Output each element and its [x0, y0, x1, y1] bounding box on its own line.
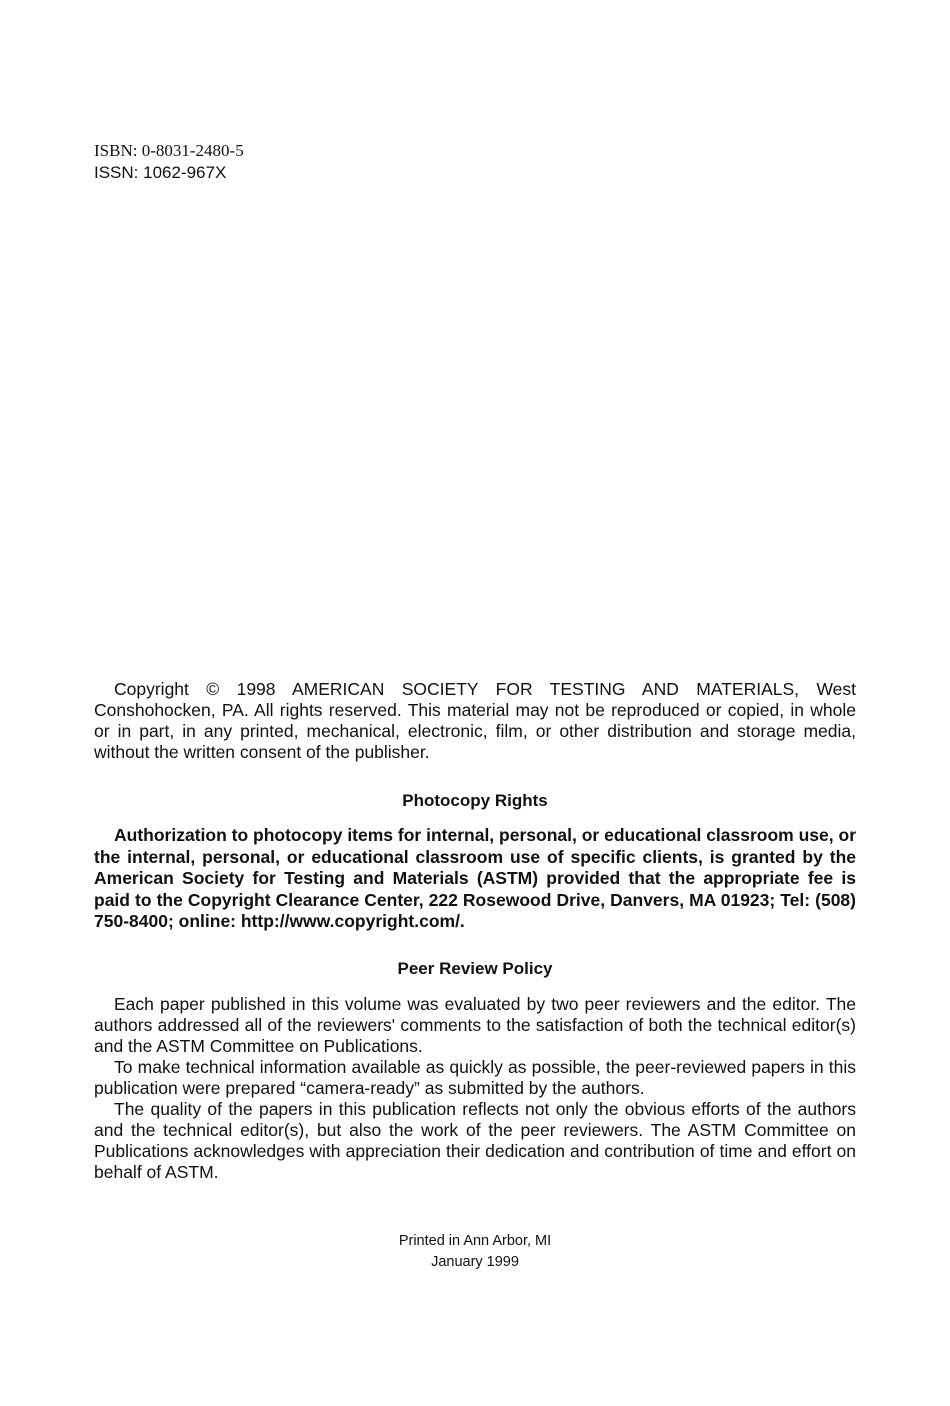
peer-review-paragraph: The quality of the papers in this publication reflects not only the obvious efforts of the authors and the technical editor(s), but also the work of the peer reviewers. The ASTM Committee on Publications acknowledges with appreciation their dedication and contribution of time and effort on behalf of ASTM. — [94, 1099, 856, 1182]
peer-review-paragraph: Each paper published in this volume was evaluated by two peer reviewers and the editor. The authors addressed all of the reviewers' comments to the satisfaction of both the technical editor(s) and the ASTM Committee on Publications. — [94, 994, 856, 1056]
peer-review-section — [94, 994, 856, 1183]
printed-date: January 1999 — [431, 1254, 519, 1270]
isbn-line: ISBN: 0-8031-2480-5 — [94, 141, 244, 160]
printed-location: Printed in Ann Arbor, MI — [398, 1233, 552, 1249]
copyright-notice: Copyright © 1998 AMERICAN SOCIETY FOR TESTING AND MATERIALS, West Conshohocken, PA. All rights reserved. This material may not be reproduced or copied, in whole or in part, in any printed, mechanical, electronic, film, or other distribution and storage media, without the written consent of the publisher. — [94, 679, 856, 762]
peer-review-heading: Peer Review Policy — [397, 959, 553, 978]
peer-review-paragraph: To make technical information available as quickly as possible, the peer-reviewed papers in this publication were prepared “camera-ready” as submitted by the authors. — [94, 1057, 856, 1098]
photocopy-rights-text: Authorization to photocopy items for internal, personal, or educational classroom use, or the internal, personal, or educational classroom use of specific clients, is granted by the American Society for Testing and Materials (ASTM) provided that the appropriate fee is paid to the Copyright Clearance Center, 222 Rosewood Drive, Danvers, MA 01923; Tel: (508) 750-8400; online: http://www.copyright.com/. — [94, 825, 856, 931]
photocopy-rights-heading: Photocopy Rights — [402, 791, 548, 810]
issn-line: ISSN: 1062-967X — [94, 163, 227, 182]
